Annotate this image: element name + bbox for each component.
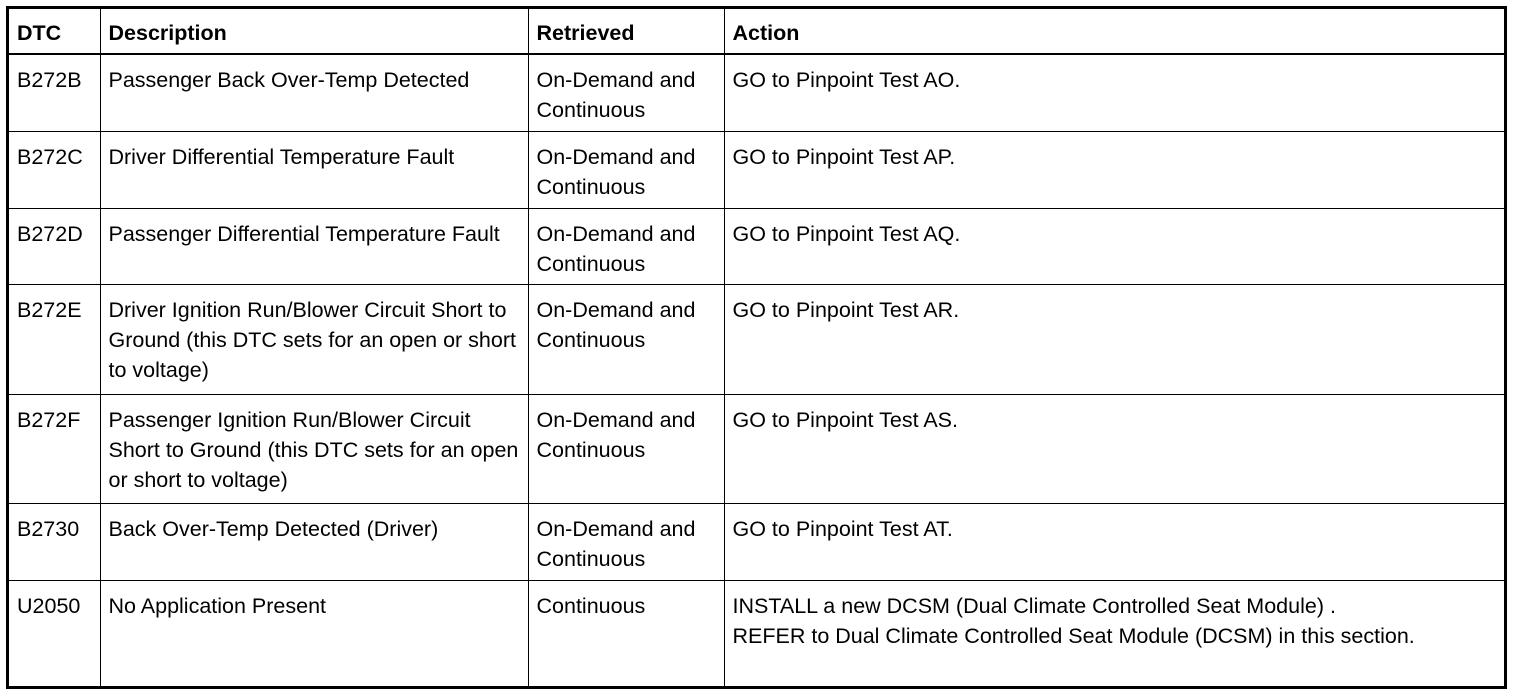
header-action: Action (724, 9, 1504, 54)
cell-retrieved: On-Demand and Continuous (528, 285, 724, 394)
cell-retrieved: On-Demand and Continuous (528, 131, 724, 208)
cell-description: Passenger Differential Temperature Fault (100, 208, 528, 285)
cell-dtc: B272C (9, 131, 100, 208)
header-dtc: DTC (9, 9, 100, 54)
table-row (9, 131, 1504, 208)
cell-description: No Application Present (100, 580, 528, 686)
cell-description: Passenger Ignition Run/Blower Circuit Short to Ground (this DTC sets for an open or short to voltage) (100, 394, 528, 503)
cell-retrieved: On-Demand and Continuous (528, 208, 724, 285)
header-row (9, 9, 1504, 54)
cell-action: GO to Pinpoint Test AS. (724, 394, 1504, 503)
cell-action: GO to Pinpoint Test AR. (724, 285, 1504, 394)
cell-dtc: B272B (9, 54, 100, 131)
cell-dtc: U2050 (9, 580, 100, 686)
cell-dtc: B2730 (9, 503, 100, 580)
table-row (9, 580, 1504, 686)
cell-dtc: B272D (9, 208, 100, 285)
cell-description: Back Over-Temp Detected (Driver) (100, 503, 528, 580)
cell-action: GO to Pinpoint Test AO. (724, 54, 1504, 131)
cell-retrieved: On-Demand and Continuous (528, 394, 724, 503)
header-description: Description (100, 9, 528, 54)
cell-retrieved: Continuous (528, 580, 724, 686)
table-row (9, 54, 1504, 131)
cell-action: GO to Pinpoint Test AQ. (724, 208, 1504, 285)
action-install-text: INSTALL a new DCSM (Dual Climate Controlled Seat Module) . (732, 593, 1336, 618)
cell-description: Passenger Back Over-Temp Detected (100, 54, 528, 131)
dtc-table-container (6, 6, 1507, 689)
table-row (9, 285, 1504, 394)
table-row (9, 394, 1504, 503)
cell-description: Driver Ignition Run/Blower Circuit Short to Ground (this DTC sets for an open or short to voltage) (100, 285, 528, 394)
cell-retrieved: On-Demand and Continuous (528, 503, 724, 580)
cell-description: Driver Differential Temperature Fault (100, 131, 528, 208)
cell-action (724, 580, 1504, 686)
action-refer-text: REFER to Dual Climate Controlled Seat Module (DCSM) in this section. (732, 623, 1415, 648)
cell-retrieved: On-Demand and Continuous (528, 54, 724, 131)
table-row (9, 503, 1504, 580)
cell-action: GO to Pinpoint Test AP. (724, 131, 1504, 208)
dtc-table (9, 9, 1504, 686)
cell-action: GO to Pinpoint Test AT. (724, 503, 1504, 580)
table-row (9, 208, 1504, 285)
cell-dtc: B272F (9, 394, 100, 503)
cell-dtc: B272E (9, 285, 100, 394)
header-retrieved: Retrieved (528, 9, 724, 54)
